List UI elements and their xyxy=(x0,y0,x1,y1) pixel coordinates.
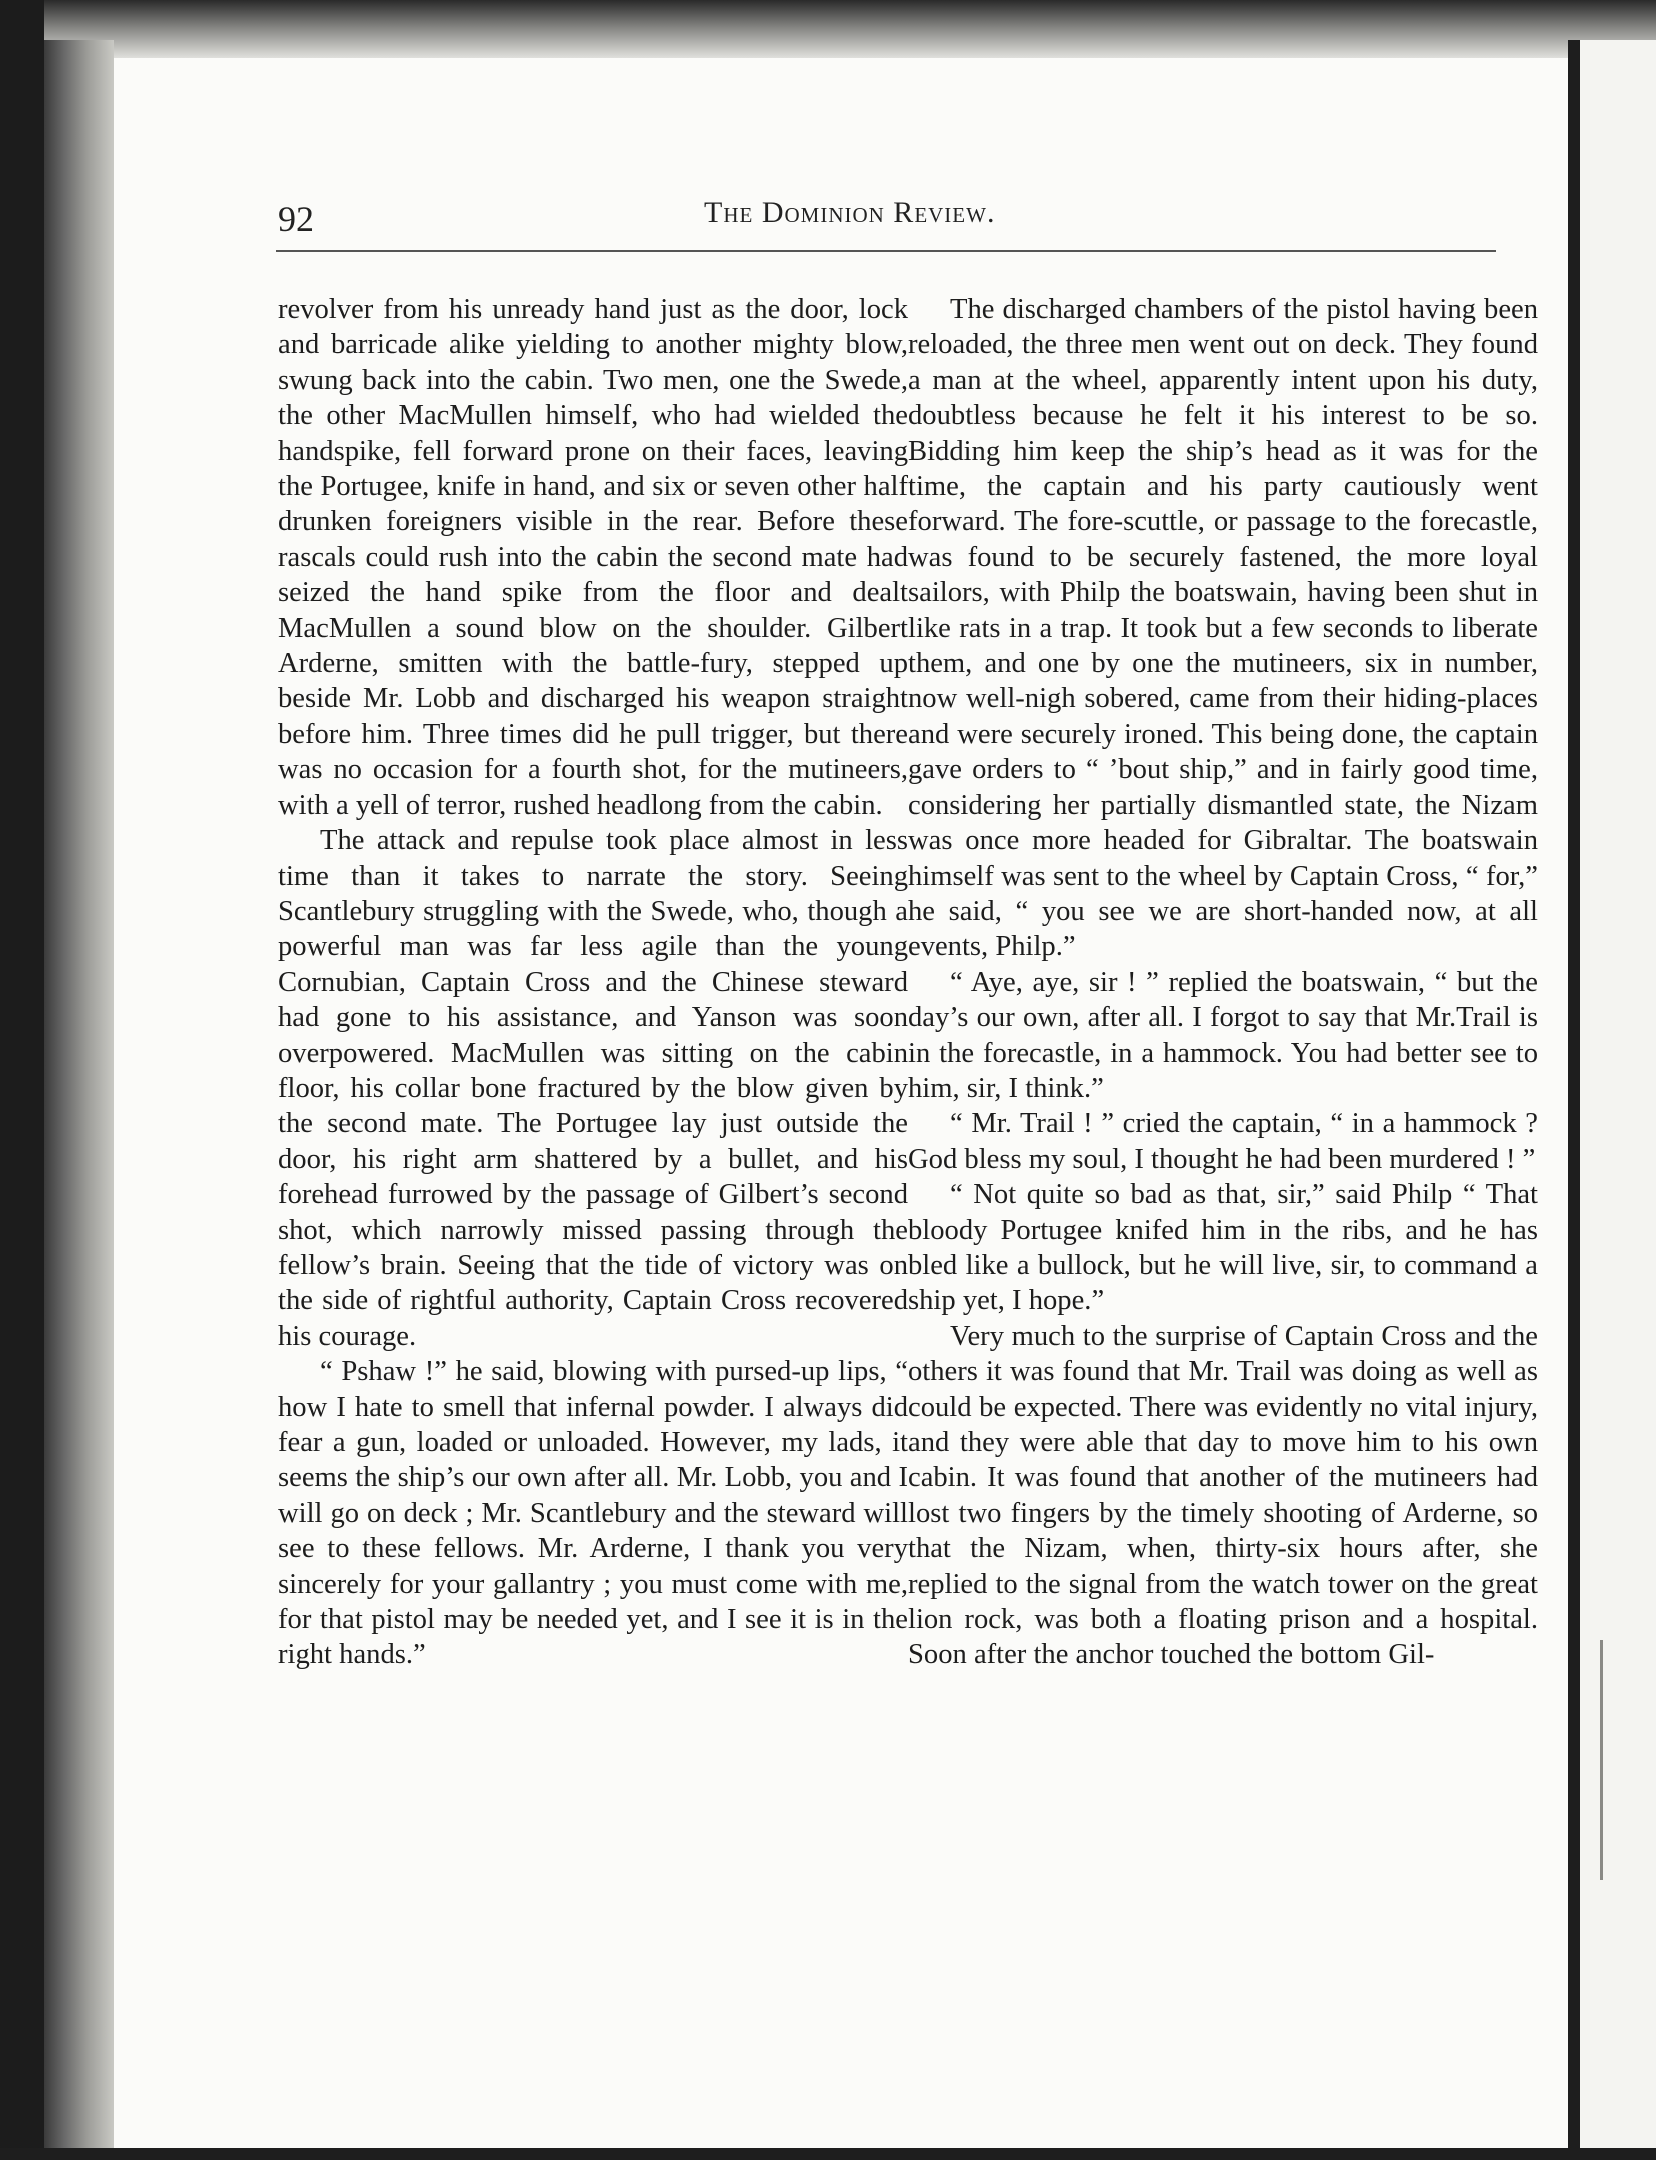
paragraph: “ Aye, aye, sir ! ” replied the boatswain, “ but the day’s our own, after all. I forgot to say that Mr.Trail is in the forecastle, in a hammock. You had better see to him, sir, I think.” xyxy=(908,966,1538,1104)
paragraph: The discharged chambers of the pistol having been reloaded, the three men went out on deck. They found a man at the wheel, apparently intent upon his duty, doubtless because he felt it his interest to be so. Bidding him keep the ship’s head as it was for the time, the captain and his party cautiously went forward. The fore-scuttle, or passage to the forecastle, was found to be securely fastened, the more loyal sailors, with Philp the boatswain, having been shut in like rats in a trap. It took but a few seconds to liberate them, and one by one the mutineers, six in number, now well-nigh sobered, came from their hiding-places and were securely ironed. This being done, the captain gave orders to “ ’bout ship,” and in fairly good time, considering her partially dismantled state, the Nizam was once more headed for Gibraltar. The boatswain himself was sent to the wheel by Captain Cross, “ for,” he said, “ you see we are short-handed now, at all events, Philp.” xyxy=(908,294,1538,963)
paragraph: “ Mr. Trail ! ” cried the captain, “ in a hammock ? God bless my soul, I thought he had been murdered ! ” xyxy=(908,1108,1538,1175)
page-right-edge xyxy=(1568,40,1580,2160)
header-rule xyxy=(276,250,1496,252)
facing-page-strip xyxy=(1580,40,1656,2160)
paragraph: The attack and repulse took place almost in less time than it takes to narrate the story. Seeing Scantlebury struggling with the Swede, who, though a powerful man was far less agile than the young Cornubian, Captain Cross and the Chinese steward had gone to his assistance, and Yanson was soon overpowered. MacMullen was sitting on the cabin floor, his collar bone fractured by the blow given by the second mate. The Portugee lay just outside the door, his right arm shattered by a bullet, and his forehead furrowed by the passage of Gilbert’s second shot, which narrowly missed passing through the fellow’s brain. Seeing that the tide of victory was on the side of rightful authority, Captain Cross recovered his courage. xyxy=(278,825,908,1352)
book-spine-edge xyxy=(44,40,114,2160)
left-column xyxy=(278,292,908,1673)
page-number: 92 xyxy=(278,199,314,239)
paragraph: revolver from his unready hand just as the door, lock and barricade alike yielding to another mighty blow, swung back into the cabin. Two men, one the Swede, the other MacMullen himself, who had wielded the handspike, fell forward prone on their faces, leaving the Portugee, knife in hand, and six or seven other half drunken foreigners visible in the rear. Before these rascals could rush into the cabin the second mate had seized the hand spike from the floor and dealt MacMullen a sound blow on the shoulder. Gilbert Arderne, smitten with the battle-fury, stepped up beside Mr. Lobb and discharged his weapon straight before him. Three times did he pull trigger, but there was no occasion for a fourth shot, for the mutineers, with a yell of terror, rushed headlong from the cabin. xyxy=(278,294,908,821)
scanner-border-left xyxy=(0,0,44,2160)
paragraph: “ Pshaw !” he said, blowing with pursed-up lips, “ how I hate to smell that infernal powder. I always did fear a gun, loaded or unloaded. However, my lads, it seems the ship’s our own after all. Mr. Lobb, you and I will go on deck ; Mr. Scantlebury and the steward will see to these fellows. Mr. Arderne, I thank you very sincerely for your gallantry ; you must come with me, for that pistol may be needed yet, and I see it is in the right hands.” xyxy=(278,1356,908,1671)
running-head: The Dominion Review. xyxy=(704,196,996,229)
paragraph: “ Not quite so bad as that, sir,” said Philp “ That bloody Portugee knifed him in the ribs, and he has bled like a bullock, but he will live, sir, to command a ship yet, I hope.” xyxy=(908,1179,1538,1317)
scanner-border-top xyxy=(44,0,1656,60)
facing-page-mark xyxy=(1600,1640,1603,1880)
scanner-border-bottom xyxy=(0,2148,1656,2160)
paragraph: Very much to the surprise of Captain Cross and the others it was found that Mr. Trail was doing as well as could be expected. There was evidently no vital injury, and they were able that day to move him to his own cabin. It was found that another of the mutineers had lost two fingers by the timely shooting of Arderne, so that the Nizam, when, thirty-six hours after, she replied to the signal from the watch tower on the great lion rock, was both a floating prison and a hospital. Soon after the anchor touched the bottom Gil- xyxy=(908,1320,1538,1671)
right-column xyxy=(908,292,1538,1673)
